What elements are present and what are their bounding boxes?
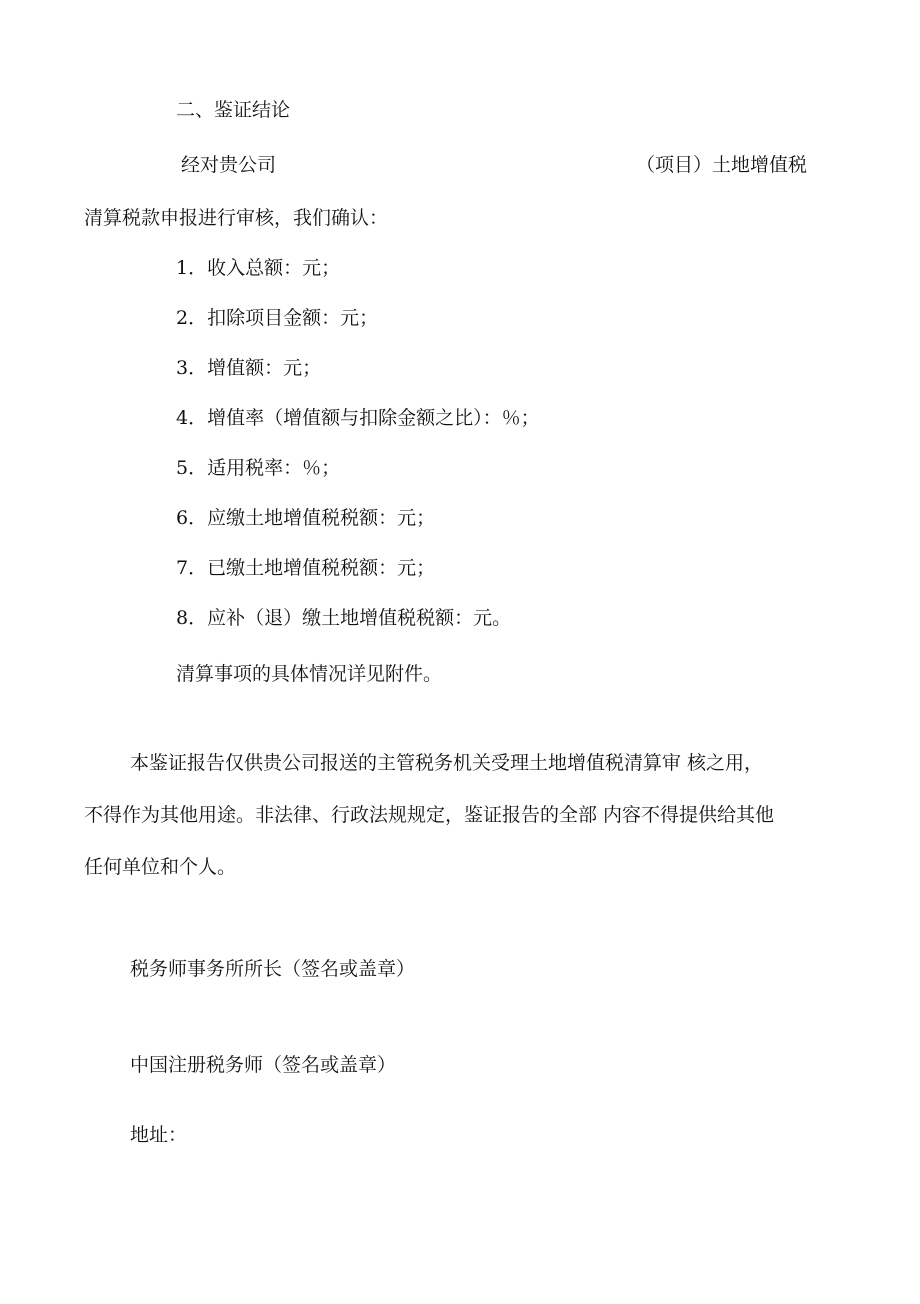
detail-note: 清算事项的具体情况详见附件。 — [176, 663, 443, 685]
item-tax-paid: 7．已缴土地增值税税额：元； — [176, 557, 436, 579]
address-label: 地址： — [130, 1124, 188, 1146]
section-title: 二、鉴证结论 — [176, 99, 291, 121]
disclaimer-line-3: 任何单位和个人。 — [84, 856, 237, 878]
disclaimer-line-1: 本鉴证报告仅供贵公司报送的主管税务机关受理土地增值税清算审 核之用， — [130, 752, 764, 774]
director-signature: 税务师事务所所长（签名或盖章） — [130, 958, 416, 980]
item-tax-payable: 6．应缴土地增值税税额：元； — [176, 507, 436, 529]
intro-continuation: 清算税款申报进行审核，我们确认： — [84, 207, 389, 229]
item-added-value: 3．增值额：元； — [176, 357, 322, 379]
item-added-value-rate: 4．增值率（增值额与扣除金额之比）：％； — [176, 407, 540, 429]
item-deduction: 2．扣除项目金额：元； — [176, 307, 379, 329]
item-tax-rate: 5．适用税率：％； — [176, 457, 341, 479]
disclaimer-line-2: 不得作为其他用途。非法律、行政法规规定，鉴证报告的全部 内容不得提供给其他 — [84, 804, 775, 826]
intro-suffix: （项目）土地增值税 — [636, 154, 808, 176]
cpa-signature: 中国注册税务师（签名或盖章） — [130, 1054, 397, 1076]
item-revenue: 1．收入总额：元； — [176, 257, 341, 279]
intro-prefix: 经对贵公司 — [181, 154, 277, 176]
item-tax-balance: 8．应补（退）缴土地增值税税额：元。 — [176, 607, 512, 629]
